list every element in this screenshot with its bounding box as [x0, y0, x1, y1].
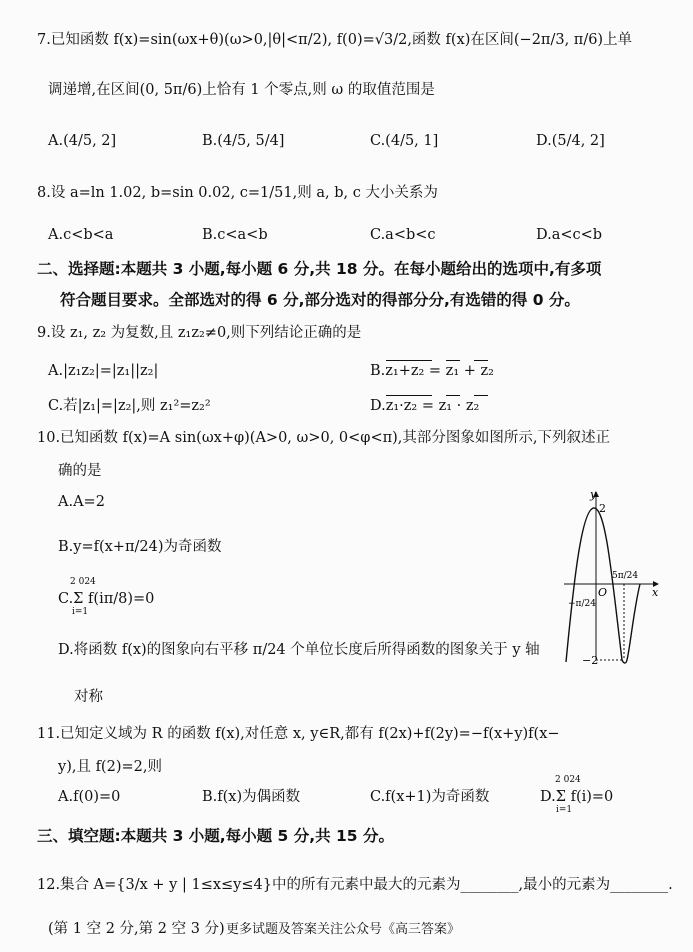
q11-option-a: A.f(0)=0 [58, 789, 121, 805]
q10-option-d: D.将函数 f(x)的图象向右平移 π/24 个单位长度后所得函数的图象关于 y 轴 [58, 642, 540, 658]
conjugate-bar [446, 395, 460, 396]
conjugate-bar [474, 395, 488, 396]
min-label: −2 [582, 654, 599, 664]
q10-stem-line1: 10.已知函数 f(x)=A sin(ωx+φ)(A>0, ω>0, 0<φ<π),其部分图象如图所示,下列叙述正 [37, 430, 611, 446]
q12-stem: 12.集合 A={3/x + y | 1≤x≤y≤4}中的所有元素中最大的元素为________,最小的元素为________. [37, 877, 673, 893]
q9-option-c: C.若|z₁|=|z₂|,则 z₁²=z₂² [48, 398, 211, 414]
q12-scoring-note: (第 1 空 2 分,第 2 空 3 分) [48, 921, 225, 937]
conjugate-bar [386, 395, 432, 396]
q9-option-d: D.z₁·z₂ = z₁ · z₂ [370, 398, 480, 414]
q11-stem-line1: 11.已知定义域为 R 的函数 f(x),对任意 x, y∈R,都有 f(2x)+f(2y)=−f(x+y)f(x− [37, 726, 560, 742]
q7-option-a: A.(4/5, 2] [48, 133, 117, 149]
conjugate-bar [386, 360, 432, 361]
sine-graph [560, 488, 664, 664]
q8-option-a: A.c<b<a [48, 227, 114, 243]
tick-5pi-24: 5π/24 [612, 571, 639, 581]
origin-label: O [598, 586, 608, 599]
q8-stem: 8.设 a=ln 1.02, b=sin 0.02, c=1/51,则 a, b, c 大小关系为 [37, 185, 438, 201]
q8-option-c: C.a<b<c [370, 227, 436, 243]
q9-option-b: B.z₁+z₂ = z₁ + z₂ [370, 363, 494, 379]
q11-sum-lower-limit: i=1 [556, 805, 573, 815]
y-axis-label: y [590, 488, 597, 501]
q7-option-c: C.(4/5, 1] [370, 133, 439, 149]
section-2-line2: 符合题目要求。全部选对的得 6 分,部分选对的得部分分,有选错的得 0 分。 [60, 291, 580, 309]
conjugate-bar [446, 360, 460, 361]
q10-option-b: B.y=f(x+π/24)为奇函数 [58, 539, 222, 555]
q7-option-b: B.(4/5, 5/4] [202, 133, 285, 149]
q11-option-c: C.f(x+1)为奇函数 [370, 789, 490, 805]
section-3-heading: 三、填空题:本题共 3 小题,每小题 5 分,共 15 分。 [37, 827, 394, 845]
q7-stem-line1: 7.已知函数 f(x)=sin(ωx+θ)(ω>0,|θ|<π/2), f(0)=√3/2,函数 f(x)在区间(−2π/3, π/6)上单 [37, 32, 633, 48]
q9-stem: 9.设 z₁, z₂ 为复数,且 z₁z₂≠0,则下列结论正确的是 [37, 325, 362, 341]
q11-option-d: D.Σ f(i)=0 [540, 789, 614, 805]
section-2-line1: 二、选择题:本题共 3 小题,每小题 6 分,共 18 分。在每小题给出的选项中,有多项 [37, 260, 602, 278]
q8-option-b: B.c<a<b [202, 227, 268, 243]
q8-option-d: D.a<c<b [536, 227, 603, 243]
q10-sum-upper-limit: 2 024 [70, 577, 96, 587]
q10-stem-line2: 确的是 [58, 463, 102, 479]
q9-option-a: A.|z₁z₂|=|z₁||z₂| [48, 363, 159, 379]
q11-sum-upper-limit: 2 024 [555, 775, 581, 785]
footer-notice: 更多试题及答案关注公众号《高三答案》 [226, 922, 461, 937]
q11-stem-line2: y),且 f(2)=2,则 [58, 759, 162, 775]
tick-neg-pi-24: −π/24 [568, 599, 596, 609]
q10-sum-lower-limit: i=1 [72, 607, 89, 617]
q7-option-d: D.(5/4, 2] [536, 133, 605, 149]
max-label: 2 [599, 502, 606, 515]
q11-option-b: B.f(x)为偶函数 [202, 789, 301, 805]
conjugate-bar [474, 360, 488, 361]
x-axis-label: x [652, 586, 659, 599]
q10-option-c: C.Σ f(iπ/8)=0 [58, 591, 155, 607]
q7-stem-line2: 调递增,在区间(0, 5π/6)上恰有 1 个零点,则 ω 的取值范围是 [48, 82, 435, 98]
q10-option-a: A.A=2 [58, 494, 105, 510]
q10-option-d-continued: 对称 [74, 689, 103, 705]
